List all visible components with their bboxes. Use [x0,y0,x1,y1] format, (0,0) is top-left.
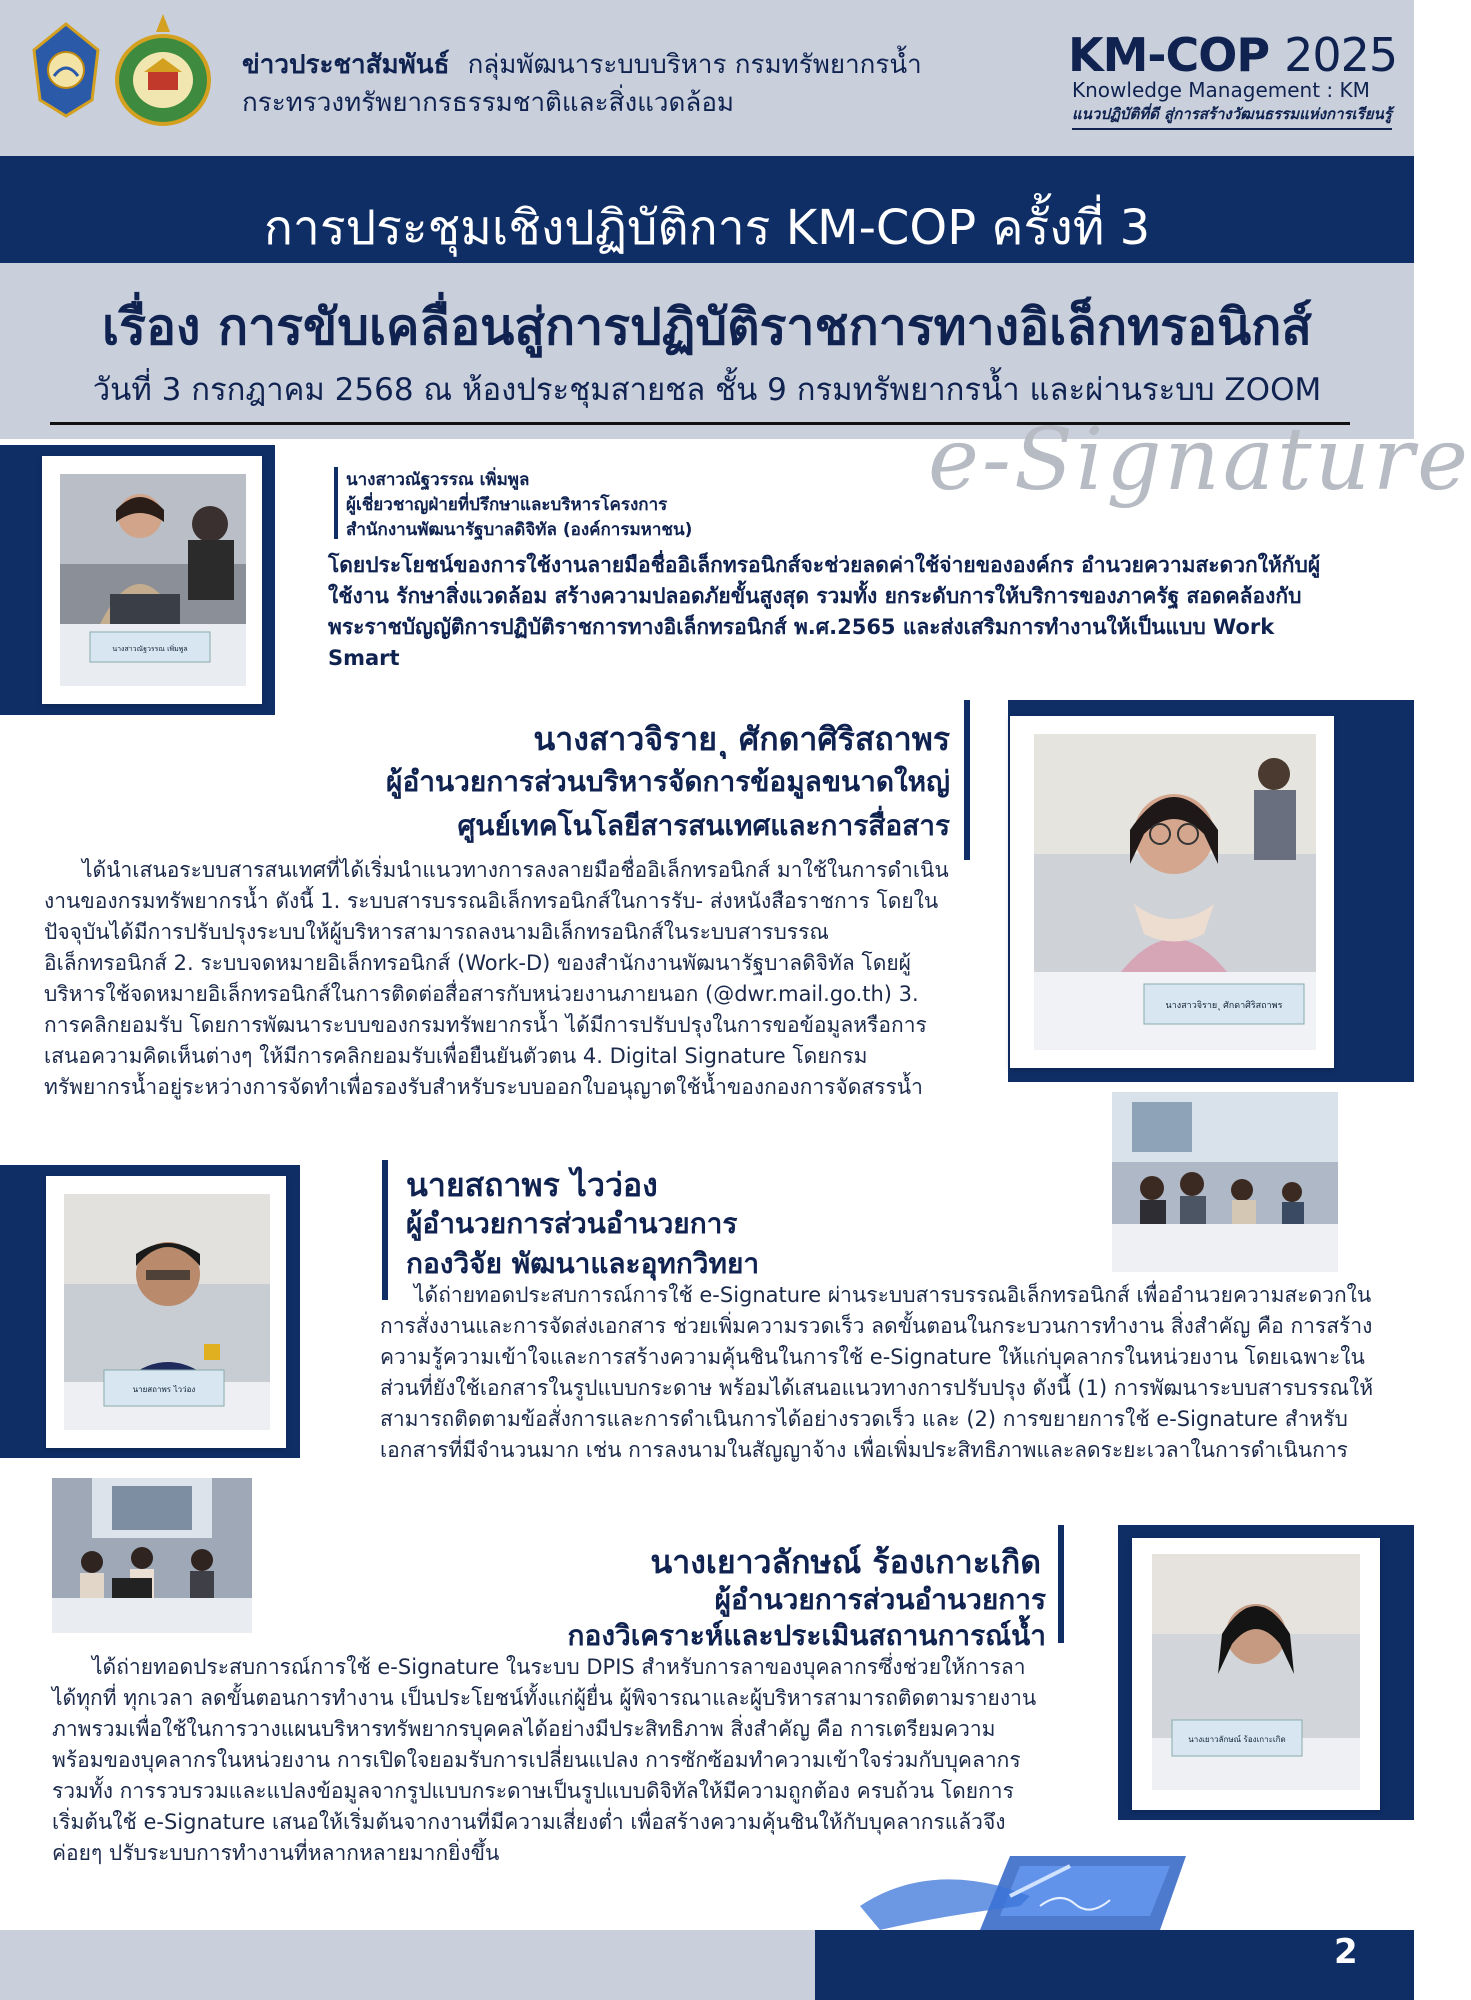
speaker3-accent-bar [382,1160,388,1300]
digital-signing-illustration [860,1836,1200,1936]
ministry-label: กระทรวงทรัพยากรธรรมชาติและสิ่งแวดล้อม [242,88,735,118]
km-title-text: KM-COP [1068,28,1270,82]
event-title: การประชุมเชิงปฏิบัติการ KM-COP ครั้งที่ 3 [263,200,1151,256]
ministry-seal-logo [110,10,216,130]
speaker4-position: ผู้อำนวยการส่วนอำนวยการ [714,1583,1046,1616]
date-venue-line: วันที่ 3 กรกฎาคม 2568 ณ ห้องประชุมสายชล ชั้น 9 กรมทรัพยากรน้ำ และผ่านระบบ ZOOM [92,372,1322,408]
group-photo-2 [52,1478,252,1633]
speaker1-photo [60,474,246,686]
org-line-1 [242,44,922,85]
speaker1-name: นางสาวณัฐวรรณ เพิ่มพูล [346,470,530,490]
km-year: 2025 [1284,28,1398,82]
speaker3-org: กองวิจัย พัฒนาและอุทกวิทยา [406,1247,760,1280]
speaker2-nameplate: นางสาวจิราย ุ ศักดาศิริสถาพร [1165,1001,1283,1011]
speaker3-nameplate: นายสถาพร ไวว่อง [132,1385,196,1394]
speaker3-body: ได้ถ่ายทอดประสบการณ์การใช้ e-Signature ผ่านระบบสารบรรณอิเล็กทรอนิกส์ เพื่ออำนวยความสะดวกในการสั่งงานและการจัดส่งเอกสาร ช่วยเพิ่มความรวดเร็ว ลดขั้นตอนในกระบวนการทำงาน สิ่งสำคัญ คือ การสร้างความรู้ความเข้าใจและการสร้างความคุ้นชินในการใช้ e-Signature ให้แก่บุคลากรในหน่วยงาน โดยเฉพาะในส่วนที่ยังใช้เอกสารในรูปแบบกระดาษ พร้อมได้เสนอแนวทางการปรับปรุง ดังนี้ (1) การพัฒนาระบบสารบรรณให้สามารถติดตามข้อสั่งการและการดำเนินการได้อย่างรวดเร็ว และ (2) การขยายการใช้ e-Signature สำหรับเอกสารที่มีจำนวนมาก เช่น การลงนามในสัญญาจ้าง เพื่อเพิ่มประสิทธิภาพและลดระยะเวลาในการดำเนินการ [380,1283,1374,1462]
speaker2-photo [1034,734,1316,1050]
footer-band-left [0,1930,820,2000]
speaker2-org: ศูนย์เทคโนโลยีสารสนเทศและการสื่อสาร [457,809,950,842]
speaker4-org: กองวิเคราะห์และประเมินสถานการณ์น้ำ [567,1619,1046,1652]
division-label: กลุ่มพัฒนาระบบบริหาร กรมทรัพยากรน้ำ [467,50,922,80]
speaker4-accent-bar [1058,1525,1064,1643]
speaker2-name: นางสาวจิราย ุ ศักดาศิริสถาพร [533,720,950,758]
speaker1-position: ผู้เชี่ยวชาญฝ่ายที่ปรึกษาและบริหารโครงการ [346,495,668,515]
km-tagline: แนวปฏิบัติที่ดี สู่การสร้างวัฒนธรรมแห่งการเรียนรู้ [1072,102,1392,130]
news-label: ข่าวประชาสัมพันธ์ [242,50,450,80]
e-signature-watermark: e-Signature [928,410,1471,510]
topic-heading: เรื่อง การขับเคลื่อนสู่การปฏิบัติราชการทางอิเล็กทรอนิกส์ [102,298,1312,356]
speaker3-name: นายสถาพร ไวว่อง [406,1166,658,1204]
speaker1-nameplate: นางสาวณัฐวรรณ เพิ่มพูล [112,645,188,653]
department-seal-logo [26,20,106,120]
speaker4-name: นางเยาวลักษณ์ ร้องเกาะเกิด [650,1543,1041,1581]
km-subtitle: Knowledge Management : KM [1072,78,1370,102]
footer-band-right [815,1930,1414,2000]
speaker3-photo [64,1194,270,1430]
speaker2-accent-bar [964,700,970,860]
speaker4-body: ได้ถ่ายทอดประสบการณ์การใช้ e-Signature ในระบบ DPIS สำหรับการลาของบุคลากรซึ่งช่วยให้การลาได้ทุกที่ ทุกเวลา ลดขั้นตอนการทำงาน เป็นประโยชน์ทั้งแก่ผู้ยื่น ผู้พิจารณาและผู้บริหารสามารถติดตามรายงานภาพรวมเพื่อใช้ในการวางแผนบริหารทรัพยากรบุคคลได้อย่างมีประสิทธิภาพ สิ่งสำคัญ คือ การเตรียมความพร้อมของบุคลากรในหน่วยงาน การเปิดใจยอมรับการเปลี่ยนแปลง การซักซ้อมทำความเข้าใจร่วมกับบุคลากร รวมทั้ง การรวบรวมและแปลงข้อมูลจากรูปแบบกระดาษเป็นรูปแบบดิจิทัลให้มีความถูกต้อง ครบถ้วน โดยการเริ่มต้นใช้ e-Signature เสนอให้เริ่มต้นจากงานที่มีความเสี่ยงต่ำ เพื่อสร้างความคุ้นชินให้กับบุคลากรแล้วจึงค่อยๆ ปรับระบบการทำงานที่หลากหลายมากยิ่งขึ้น [52,1655,1037,1865]
page-number: 2 [1334,1932,1358,1972]
speaker1-summary: โดยประโยชน์ของการใช้งานลายมือชื่ออิเล็กทรอนิกส์จะช่วยลดค่าใช้จ่ายขององค์กร อำนวยความสะดวกให้กับผู้ใช้งาน รักษาสิ่งแวดล้อม สร้างความปลอดภัยขั้นสูงสุด รวมทั้ง ยกระดับการให้บริการของภาครัฐ สอดคล้องกับพระราชบัญญัติการปฏิบัติราชการทางอิเล็กทรอนิกส์ พ.ศ.2565 และส่งเสริมการทำงานให้เป็นแบบ Work Smart [328,553,1321,670]
speaker4-nameplate: นางเยาวลักษณ์ ร้องเกาะเกิด [1188,1735,1286,1744]
speaker3-position: ผู้อำนวยการส่วนอำนวยการ [406,1207,738,1240]
speaker1-accent-bar [334,467,338,539]
km-cop-title [1068,28,1397,82]
speaker4-photo [1152,1554,1360,1790]
speaker2-body: ได้นำเสนอระบบสารสนเทศที่ได้เริ่มนำแนวทางการลงลายมือชื่ออิเล็กทรอนิกส์ มาใช้ในการดำเนินงานของกรมทรัพยากรน้ำ ดังนี้ 1. ระบบสารบรรณอิเล็กทรอนิกส์ในการรับ- ส่งหนังสือราชการ โดยในปัจจุบันได้มีการปรับปรุงระบบให้ผู้บริหารสามารถลงนามอิเล็กทรอนิกส์ในระบบสารบรรณอิเล็กทรอนิกส์ 2. ระบบจดหมายอิเล็กทรอนิกส์ (Work-D) ของสำนักงานพัฒนารัฐบาลดิจิทัล โดยผู้บริหารใช้จดหมายอิเล็กทรอนิกส์ในการติดต่อสื่อสารกับหน่วยงานภายนอก (@dwr.mail.go.th) 3. การคลิกยอมรับ โดยการพัฒนาระบบของกรมทรัพยากรน้ำ ได้มีการปรับปรุงในการขอข้อมูลหรือการเสนอความคิดเห็นต่างๆ ให้มีการคลิกยอมรับเพื่อยืนยันตัวตน 4. Digital Signature โดยกรมทรัพยากรน้ำอยู่ระหว่างการจัดทำเพื่อรองรับสำหรับระบบออกใบอนุญาตใช้น้ำของกองการจัดสรรน้ำ [44,858,949,1099]
group-photo-1 [1112,1092,1338,1272]
speaker1-org: สำนักงานพัฒนารัฐบาลดิจิทัล (องค์การมหาชน) [346,520,693,540]
speaker2-position: ผู้อำนวยการส่วนบริหารจัดการข้อมูลขนาดใหญ่ [386,765,950,798]
